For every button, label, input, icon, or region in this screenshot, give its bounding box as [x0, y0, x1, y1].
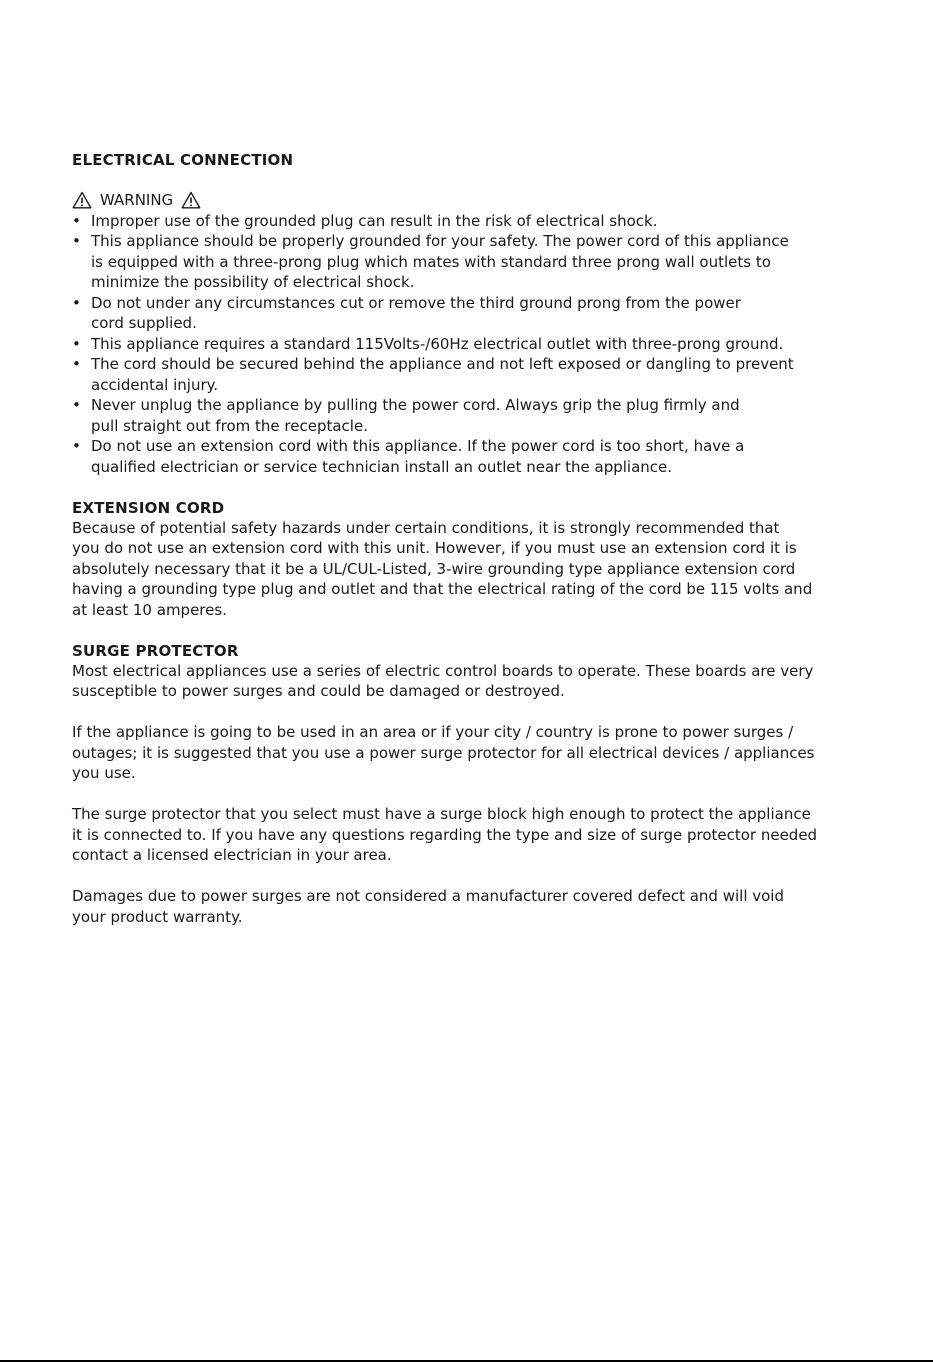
- extension-cord-heading: EXTENSION CORD: [72, 498, 225, 517]
- list-item-text: This appliance requires a standard 115Volts-/60Hz electrical outlet with three-prong ground.: [91, 334, 784, 353]
- list-item: [72, 354, 872, 395]
- list-item-text: The cord should be secured behind the appliance and not left exposed or dangling to prevent accidental injury.: [91, 355, 794, 394]
- list-item: [72, 231, 872, 293]
- bullet-glyph: •: [72, 211, 81, 230]
- warning-bullet-list: [72, 211, 872, 478]
- surge-paragraph: Most electrical appliances use a series of electric control boards to operate. These boards are very susceptible to power surges and could be damaged or destroyed.: [72, 661, 814, 700]
- warning-label: WARNING: [100, 191, 174, 209]
- list-item: [72, 293, 872, 334]
- bullet-glyph: •: [72, 437, 81, 455]
- bullet-glyph: •: [72, 396, 81, 414]
- warning-label-row: [72, 190, 872, 211]
- bullet-glyph: •: [72, 293, 81, 312]
- surge-protector-heading: SURGE PROTECTOR: [72, 641, 239, 660]
- list-item: [72, 211, 872, 232]
- extension-cord-text: Because of potential safety hazards under certain conditions, it is strongly recommended that you do not use an extension cord with this unit. However, if you must use an extension cord it is absolutely necessary that it be a UL/CUL-Listed, 3-wire grounding type appliance extension cord having a grounding type plug and outlet and that the electrical rating of the cord be 115 volts and at least 10 amperes.: [72, 518, 813, 619]
- warning-triangle-icon: [72, 191, 92, 209]
- bullet-glyph: •: [72, 355, 81, 373]
- list-item-text: Never unplug the appliance by pulling the power cord. Always grip the plug firmly and pull straight out from the receptacle.: [91, 396, 740, 435]
- warning-triangle-icon: [181, 191, 201, 209]
- list-item: [72, 334, 872, 355]
- surge-paragraph: If the appliance is going to be used in an area or if your city / country is prone to power surges / outages; it is suggested that you use a power surge protector for all electrical devices / appliances you use.: [72, 723, 815, 782]
- list-item: [72, 395, 872, 436]
- surge-paragraph: Damages due to power surges are not considered a manufacturer covered defect and will void your product warranty.: [72, 887, 784, 926]
- list-item-text: Improper use of the grounded plug can result in the risk of electrical shock.: [91, 211, 658, 230]
- list-item-text: Do not use an extension cord with this appliance. If the power cord is too short, have a qualified electrician or service technician install an outlet near the appliance.: [91, 437, 745, 476]
- bullet-glyph: •: [72, 334, 81, 353]
- list-item-text: Do not under any circumstances cut or remove the third ground prong from the power cord supplied.: [91, 293, 741, 332]
- list-item: [72, 436, 872, 477]
- list-item-text: This appliance should be properly grounded for your safety. The power cord of this appliance is equipped with a three-prong plug which mates with standard three prong wall outlets to minimize the possibility of electrical shock.: [91, 232, 789, 291]
- bullet-glyph: •: [72, 232, 81, 250]
- manual-page: [72, 150, 872, 927]
- electrical-connection-heading: ELECTRICAL CONNECTION: [72, 151, 294, 169]
- surge-paragraph: The surge protector that you select must have a surge block high enough to protect the appliance it is connected to. If you have any questions regarding the type and size of surge protector needed contact a licensed electrician in your area.: [72, 805, 818, 864]
